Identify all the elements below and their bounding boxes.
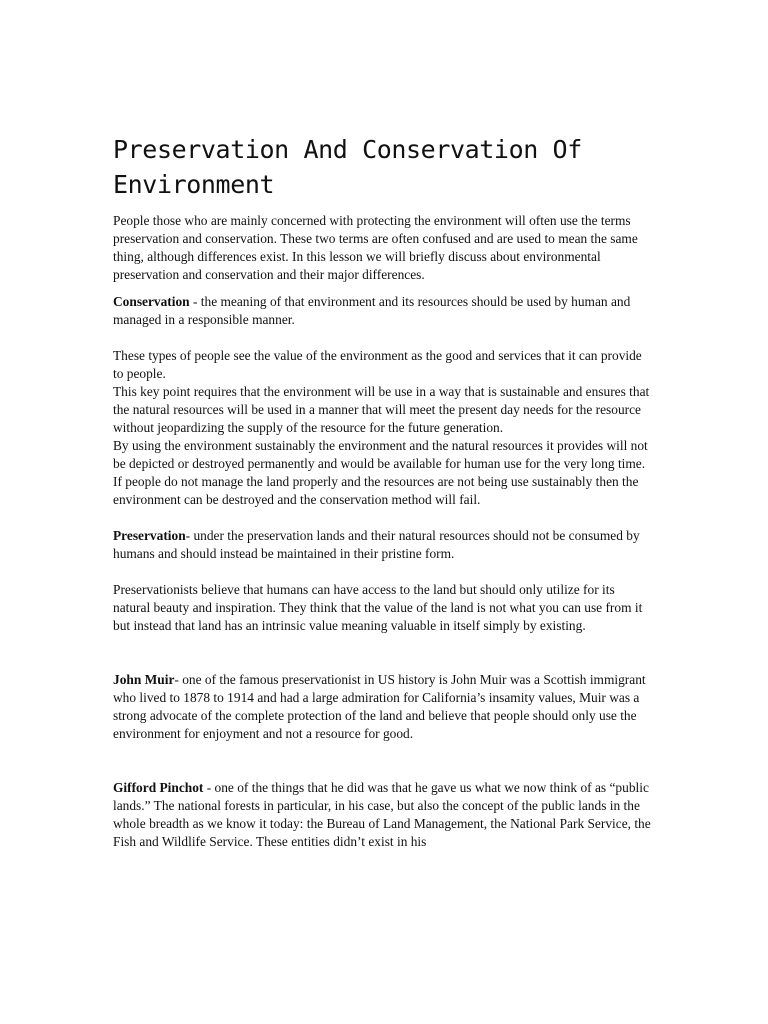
conservation-paragraph-1: These types of people see the value of the environment as the good and services that it can provide to people. <box>113 348 642 381</box>
spacer <box>113 284 655 293</box>
document-page <box>113 132 655 851</box>
gifford-pinchot-term: Gifford Pinchot <box>113 780 204 795</box>
spacer <box>113 635 655 671</box>
conservation-paragraph-3: By using the environment sustainably the environment and the natural resources it provides will not be depicted or destroyed permanently and would be available for human use for the very long time. If people do not manage the land properly and the resources are not being use sustainably then the environment can be destroyed and the conservation method will fail. <box>113 438 648 507</box>
spacer <box>113 743 655 779</box>
spacer <box>113 563 655 581</box>
preservation-term: Preservation <box>113 528 186 543</box>
preservation-paragraph-1: Preservationists believe that humans can have access to the land but should only utilize for its natural beauty and inspiration. They think that the value of the land is not what you can use from it but instead that land has an intrinsic value meaning valuable in itself simply by existing. <box>113 582 643 633</box>
conservation-definition-text: - the meaning of that environment and its resources should be used by human and managed in a responsible manner. <box>113 294 631 327</box>
john-muir-paragraph <box>113 671 655 743</box>
conservation-definition <box>113 293 655 329</box>
conservation-paragraph-2: This key point requires that the environment will be use in a way that is sustainable and ensures that the natural resources will be used in a manner that will meet the present day needs for the resource without jeopardizing the supply of the resource for the future generation. <box>113 384 650 435</box>
john-muir-term: John Muir <box>113 672 175 687</box>
intro-paragraph: People those who are mainly concerned with protecting the environment will often use the terms preservation and conservation. These two terms are often confused and are used to mean the same thing, although differences exist. In this lesson we will briefly discuss about environmental preservation and conservation and their major differences. <box>113 213 638 282</box>
preservation-definition <box>113 527 655 563</box>
john-muir-text: - one of the famous preservationist in US history is John Muir was a Scottish immigrant who lived to 1878 to 1914 and had a large admiration for California’s insamity values, Muir was a strong advocate of the complete protection of the land and believe that people should only use the environment for enjoyment and not a resource for good. <box>113 672 646 741</box>
spacer <box>113 329 655 347</box>
gifford-pinchot-text: - one of the things that he did was that he gave us what we now think of as “public lands.” The national forests in particular, in his case, but also the concept of the public lands in the whole breadth as we know it today: the Bureau of Land Management, the National Park Service, the Fish and Wildlife Service. These entities didn’t exist in his <box>113 780 651 849</box>
conservation-term: Conservation <box>113 294 190 309</box>
spacer <box>113 509 655 527</box>
gifford-pinchot-paragraph <box>113 779 655 851</box>
document-title: Preservation And Conservation Of Environment <box>113 135 582 199</box>
preservation-definition-text: - under the preservation lands and their natural resources should not be consumed by humans and should instead be maintained in their pristine form. <box>113 528 640 561</box>
